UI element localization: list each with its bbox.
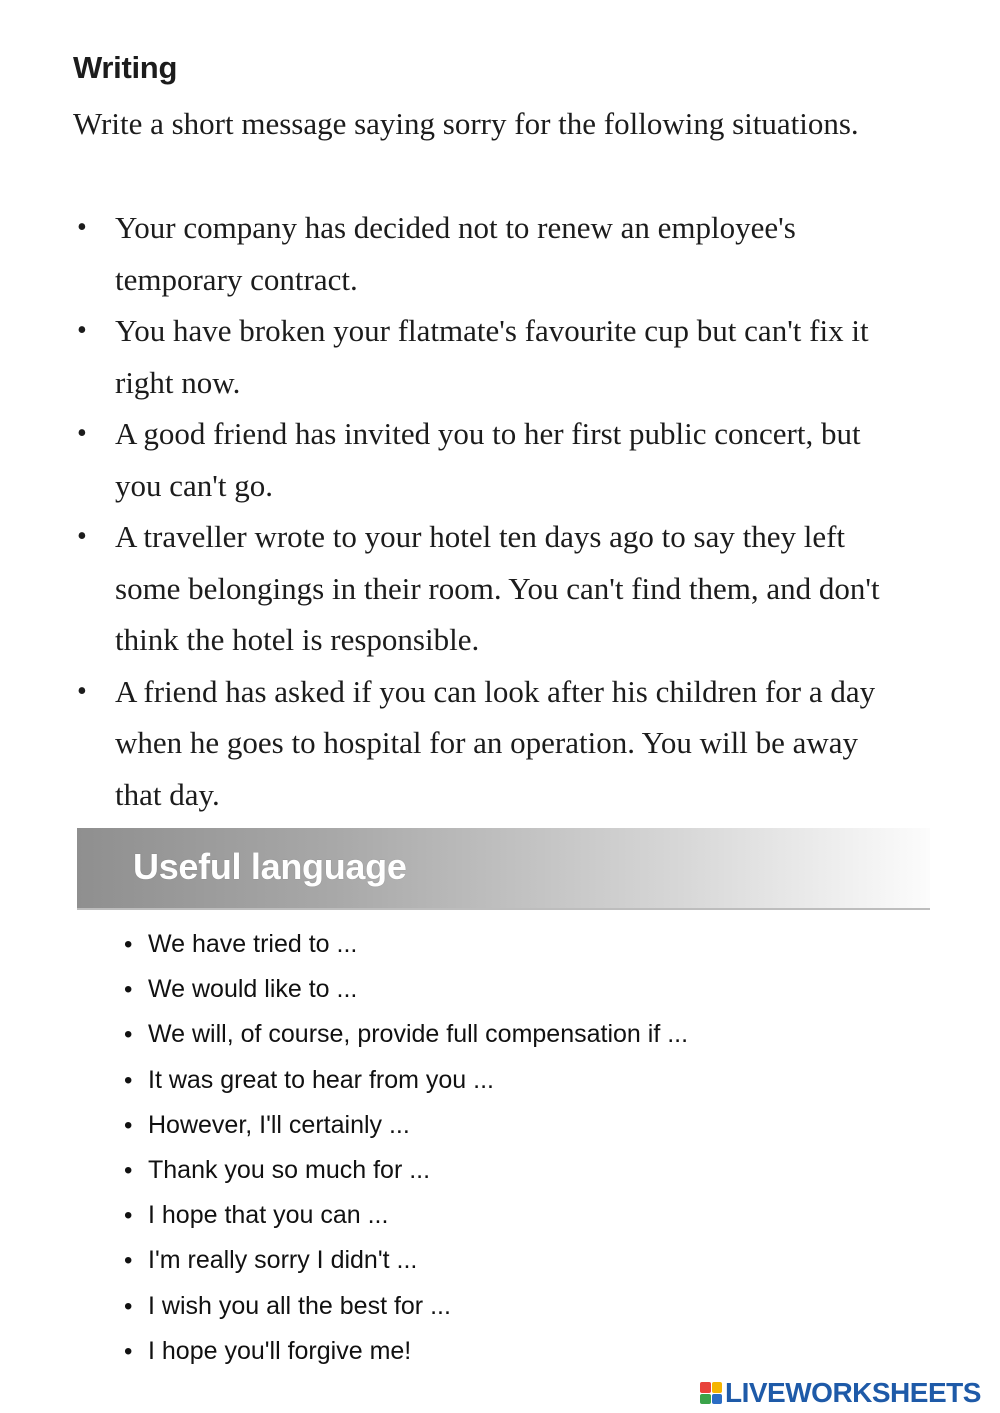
phrase-item — [124, 967, 688, 1012]
useful-language-banner — [77, 828, 930, 910]
situations-list — [73, 202, 903, 820]
logo-tile — [712, 1382, 723, 1393]
bullet-icon: • — [124, 1337, 133, 1365]
phrase-item — [124, 1284, 688, 1329]
liveworksheets-wordmark: LIVEWORKSHEETS — [725, 1377, 981, 1408]
phrase-item — [124, 1329, 688, 1374]
situation-text: A traveller wrote to your hotel ten days ago to say they left some belongings in their room. You can't find them, and don't think the hotel is responsible. — [115, 519, 880, 657]
bullet-icon: • — [124, 1157, 133, 1185]
liveworksheets-logo-icon — [700, 1382, 722, 1404]
logo-tile — [700, 1382, 711, 1393]
phrase-text: I wish you all the best for ... — [148, 1291, 451, 1320]
phrase-item — [124, 1103, 688, 1148]
phrase-text: We have tried to ... — [148, 930, 358, 958]
instructions-text: Write a short message saying sorry for the following situations. — [73, 106, 859, 141]
bullet-icon: • — [124, 1292, 133, 1320]
logo-tile — [700, 1394, 711, 1405]
bullet-icon: • — [124, 931, 133, 958]
bullet-icon: • — [77, 521, 87, 552]
phrase-item — [124, 1238, 688, 1283]
bullet-icon: • — [124, 1202, 133, 1230]
phrase-item — [124, 1012, 688, 1057]
situation-text: Your company has decided not to renew an employee's temporary contract. — [115, 210, 796, 297]
phrase-text: Thank you so much for ... — [148, 1156, 431, 1185]
liveworksheets-watermark — [700, 1378, 981, 1408]
situation-item — [73, 305, 903, 408]
bullet-icon: • — [77, 675, 87, 707]
situation-text: A friend has asked if you can look after his children for a day when he goes to hospital for an operation. You will be away that day. — [115, 673, 876, 812]
bullet-icon: • — [124, 1021, 133, 1049]
situation-item — [73, 202, 903, 305]
bullet-icon: • — [124, 1066, 133, 1094]
phrase-text: I hope that you can ... — [148, 1201, 389, 1230]
phrase-text: I hope you'll forgive me! — [148, 1336, 412, 1365]
section-heading: Writing — [73, 50, 178, 85]
bullet-icon: • — [77, 212, 87, 243]
phrase-item — [124, 1148, 688, 1193]
phrase-item — [124, 1193, 688, 1238]
situation-item — [73, 666, 903, 821]
phrase-item — [124, 922, 688, 967]
bullet-icon: • — [77, 418, 87, 449]
useful-phrases-list — [124, 922, 688, 1374]
bullet-icon: • — [124, 976, 133, 1004]
phrase-text: We will, of course, provide full compensation if ... — [148, 1020, 689, 1049]
logo-tile — [712, 1394, 723, 1405]
phrase-text: I'm really sorry I didn't ... — [148, 1246, 418, 1275]
phrase-text: We would like to ... — [148, 975, 358, 1004]
phrase-text: It was great to hear from you ... — [148, 1065, 494, 1094]
situation-item — [73, 511, 903, 666]
phrase-text: However, I'll certainly ... — [148, 1110, 410, 1139]
phrase-item — [124, 1058, 688, 1103]
bullet-icon: • — [124, 1247, 133, 1275]
bullet-icon: • — [77, 315, 87, 346]
situation-item — [73, 408, 903, 511]
situation-text: You have broken your flatmate's favourite cup but can't fix it right now. — [115, 313, 869, 400]
situation-text: A good friend has invited you to her first public concert, but you can't go. — [115, 416, 861, 503]
bullet-icon: • — [124, 1111, 133, 1139]
useful-language-title: Useful language — [133, 846, 407, 887]
